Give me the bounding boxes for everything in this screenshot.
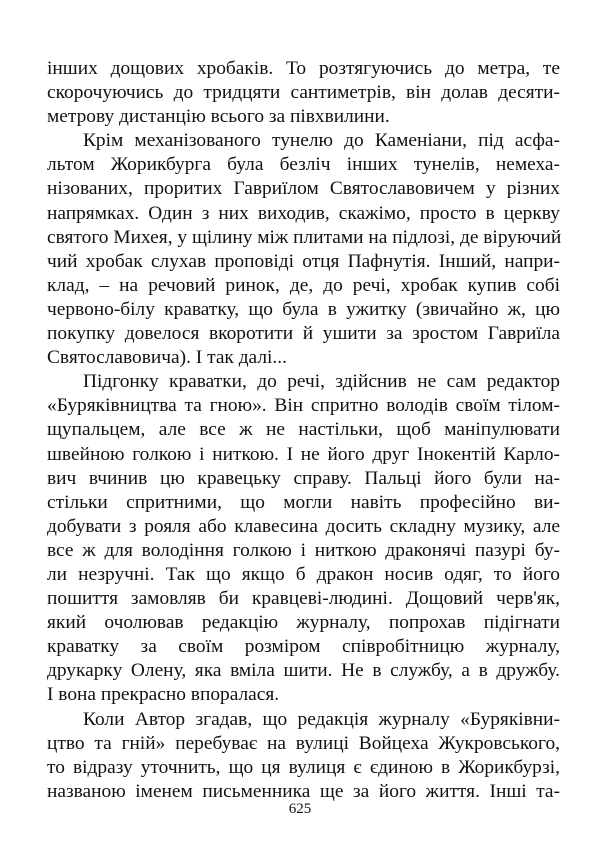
text-line: Коли Автор згадав, що редакція журналу «Буряківни-: [83, 708, 560, 730]
text-line: щупальцем, але все ж не настільки, щоб маніпулювати: [47, 419, 560, 441]
text-line: скорочуючись до тридцяти сантиметрів, він долав десяти-: [47, 82, 560, 104]
text-line: названою іменем письменника ще за його життя. Інші та-: [47, 780, 560, 802]
text-line: все ж для володіння голкою і ниткою драконячі пазурі бу-: [47, 539, 560, 561]
text-line: Крім механізованого тунелю до Каменіани, під асфа-: [83, 130, 560, 152]
text-line: метрову дистанцію всього за півхвилини.: [47, 106, 390, 128]
body-text: [47, 57, 560, 804]
text-line: стільки спритними, що могли навіть професійно ви-: [47, 491, 560, 513]
text-line: напрямках. Один з них виходив, скажімо, просто в церкву: [47, 202, 560, 224]
text-line: вич вчинив цю кравецьку справу. Пальці його були на-: [47, 467, 560, 489]
text-line: який очолював редакцію журналу, попрохав підігнати: [47, 612, 560, 634]
text-line: пошиття замовляв би кравцеві-людині. Дощовий черв'як,: [47, 588, 560, 610]
text-line: клад, – на речовий ринок, де, до речі, хробак купив собі: [47, 274, 560, 296]
page-number: 625: [288, 801, 312, 817]
text-line: інших дощових хробаків. То розтягуючись до метра, те: [47, 58, 560, 79]
text-line: І вона прекрасно впоралася.: [47, 684, 280, 706]
text-line: то відразу уточнить, що ця вулиця є єдиною в Жорикбурзі,: [47, 756, 560, 778]
text-line: ли незручні. Так що якщо б дракон носив одяг, то його: [47, 563, 560, 585]
text-line: швейною голкою і ниткою. І не його друг Інокентій Карло-: [47, 443, 560, 465]
text-line: червоно-білу краватку, що була в ужитку (звичайно ж, цю: [47, 298, 560, 320]
text-line: Підгонку краватки, до речі, здійснив не сам редактор: [83, 371, 560, 393]
text-line: нізованих, проритих Гавриїлом Святославовичем у різних: [47, 178, 560, 200]
text-line: льтом Жорикбурга була безліч інших тунелів, немеха-: [47, 154, 560, 176]
text-line: покупку довелося вкоротити й ушити за зростом Гавриїла: [47, 323, 560, 345]
text-line: «Буряківництва та гною». Він спритно володів своїм тілом-: [47, 395, 560, 417]
text-line: Святославовича). І так далі...: [47, 347, 287, 369]
text-line: добувати з рояля або клавесина досить складну музику, але: [47, 515, 560, 537]
text-line: святого Михея, у щілину між плитами на підлозі, де віруючий: [47, 226, 562, 248]
text-line: друкарку Олену, яка вміла шити. Не в службу, а в дружбу.: [47, 660, 560, 682]
text-line: чий хробак слухав проповіді отця Пафнутія. Інший, напри-: [47, 250, 560, 272]
text-line: цтво та гній» перебуває на вулиці Войцеха Жукровського,: [47, 732, 560, 754]
text-line: краватку за своїм розміром співробітницю журналу,: [47, 636, 560, 658]
